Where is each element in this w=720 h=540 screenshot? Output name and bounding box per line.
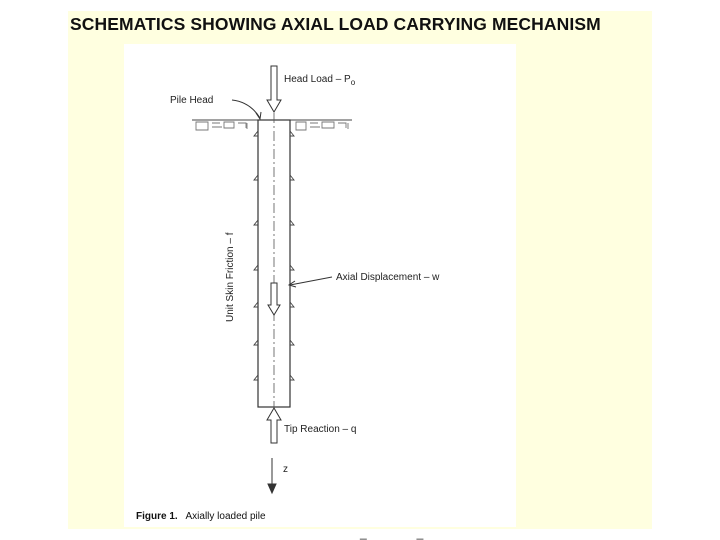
friction-marker-right: [290, 220, 294, 225]
z-axis-arrow: [268, 458, 276, 493]
friction-marker-right: [290, 175, 294, 180]
tip-reaction-label: Tip Reaction – q: [284, 424, 357, 435]
tip-reaction-arrow: [267, 408, 281, 443]
pile-head-label: Pile Head: [170, 95, 214, 106]
friction-marker-left: [254, 220, 258, 225]
caption-number: Figure 1.: [136, 511, 178, 522]
skin-friction-label: Unit Skin Friction – f: [225, 232, 236, 322]
displacement-leader: [289, 277, 332, 287]
caption-text: Axially loaded pile: [185, 511, 266, 522]
axial-displacement-label: Axial Displacement – w: [336, 272, 440, 283]
footer-marks: __: [360, 526, 474, 540]
head-load-arrow: [267, 66, 281, 112]
friction-marker-right: [290, 265, 294, 270]
friction-marker-right: [290, 131, 294, 136]
friction-marker-right: [290, 302, 294, 307]
friction-marker-left: [254, 340, 258, 345]
figure-caption: [136, 511, 266, 522]
friction-marker-right: [290, 375, 294, 380]
friction-marker-left: [254, 302, 258, 307]
head-load-label: Head Load – $P_o$: [284, 74, 356, 87]
friction-marker-left: [254, 175, 258, 180]
friction-marker-left: [254, 265, 258, 270]
z-axis-label: z: [283, 464, 288, 475]
friction-marker-left: [254, 131, 258, 136]
friction-marker-left: [254, 375, 258, 380]
friction-marker-right: [290, 340, 294, 345]
slide-title: SCHEMATICS SHOWING AXIAL LOAD CARRYING MECHANISM: [70, 14, 601, 34]
pile-head-leader: [232, 100, 261, 119]
